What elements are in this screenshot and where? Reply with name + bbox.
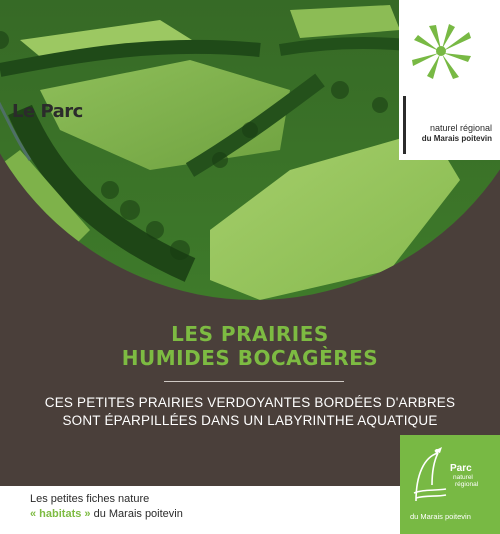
green-logo-regional: régional (455, 481, 479, 488)
logo-subtitle-2: du Marais poitevin (421, 134, 492, 143)
footer-series-subtitle (30, 508, 183, 520)
heron-emblem-icon (410, 445, 450, 505)
description-line-2: SONT ÉPARPILLÉES DANS UN LABYRINTHE AQUATIQUE (62, 413, 438, 428)
description-line-1: CES PETITES PRAIRIES VERDOYANTES BORDÉES D'ARBRES (44, 395, 456, 410)
green-logo-parc: Parc (450, 463, 472, 474)
logo-title: Le Parc (12, 101, 83, 122)
footer-rest: du Marais poitevin (90, 508, 183, 520)
divider (164, 381, 344, 382)
green-logo-marais: du Marais poitevin (410, 512, 471, 521)
star-burst-icon (411, 22, 473, 80)
headline-line-1: LES PRAIRIES (171, 322, 329, 346)
footer-highlight: « habitats » (30, 508, 91, 520)
headline-line-2: HUMIDES BOCAGÈRES (121, 346, 379, 370)
footer-series-title: Les petites fiches nature (30, 493, 150, 505)
logo-bar (403, 96, 406, 154)
logo-subtitle: naturel régional (429, 123, 492, 133)
green-logo-naturel: naturel (453, 474, 473, 481)
